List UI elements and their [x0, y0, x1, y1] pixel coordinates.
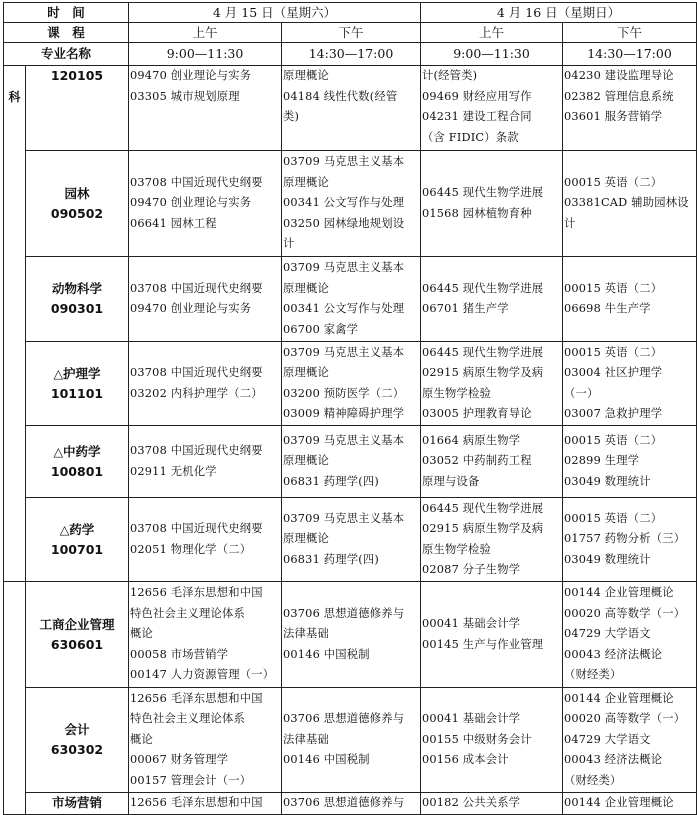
- course-line: 03706 思想道德修养与: [283, 712, 405, 726]
- course-line: 03007 急救护理学: [564, 407, 663, 420]
- course-cell: [282, 426, 421, 498]
- course-line: 03709 马克思主义基本: [283, 345, 405, 359]
- course-cell: [421, 66, 563, 151]
- course-line: 03708 中国近现代史纲要: [130, 444, 263, 457]
- course-line: 概论: [130, 627, 154, 641]
- course-line: 04230 建设监理导论: [564, 69, 674, 82]
- course-line: 03601 服务营销学: [564, 110, 663, 123]
- major-name: △中药学: [53, 443, 101, 459]
- header-row-time: [4, 3, 697, 23]
- course-line: 03708 中国近现代史纲要: [130, 522, 263, 535]
- major-cell: [26, 342, 129, 426]
- table-row: [4, 342, 697, 426]
- level-cell: 科: [4, 66, 26, 582]
- course-line: 03049 数理统计: [564, 552, 651, 566]
- course-line: 03708 中国近现代史纲要: [130, 281, 263, 295]
- course-line: 02382 管理信息系统: [564, 89, 674, 103]
- major-code: 101101: [50, 385, 104, 401]
- course-line: 法律基础: [283, 732, 330, 746]
- course-line: 00144 企业管理概论: [564, 796, 674, 809]
- course-line: 03200 预防医学（二）: [283, 386, 405, 400]
- course-line: 03005 护理教育导论: [422, 407, 532, 420]
- course-cell: [563, 342, 697, 426]
- day2-pm-time: 14:30—17:00: [563, 43, 697, 66]
- day1-am-time: 9:00—11:30: [129, 43, 282, 66]
- course-line: 03052 中药制药工程: [422, 454, 532, 468]
- course-cell: [282, 688, 421, 793]
- day2-date: 4 月 16 日（星期日）: [421, 3, 697, 23]
- course-line: 原理概论: [283, 454, 330, 468]
- day1-am-label: 上午: [129, 23, 282, 43]
- course-cell: [421, 793, 563, 815]
- course-line: 02899 生理学: [564, 454, 640, 468]
- major-name-label: 专业名称: [4, 43, 129, 66]
- course-line: 特色社会主义理论体系: [130, 606, 245, 620]
- course-line: 03202 内科护理学（二）: [130, 386, 263, 400]
- course-line: （财经类）: [564, 668, 622, 682]
- table-row: [4, 426, 697, 498]
- course-line: 00067 财务管理学: [130, 753, 229, 767]
- course-cell: [282, 498, 421, 582]
- course-line: 00144 企业管理概论: [564, 691, 674, 705]
- table-row: [4, 582, 697, 688]
- course-cell: [563, 498, 697, 582]
- header-row-course: [4, 23, 697, 43]
- major-name: 市场营销: [52, 795, 103, 811]
- day1-pm-label: 下午: [282, 23, 421, 43]
- major-cell: [26, 688, 129, 793]
- course-line: 03709 马克思主义基本: [283, 433, 405, 447]
- course-cell: [421, 342, 563, 426]
- course-line: 法律基础: [283, 627, 330, 641]
- course-line: 00020 高等数学（一）: [564, 606, 686, 620]
- course-cell: [563, 257, 697, 342]
- course-line: 原理概论: [283, 281, 330, 295]
- course-line: 06445 现代生物学进展: [422, 281, 544, 295]
- table-row: [4, 257, 697, 342]
- course-line: 06641 园林工程: [130, 216, 217, 230]
- course-line: 03709 马克思主义基本: [283, 261, 405, 274]
- major-name: △护理学: [53, 365, 101, 381]
- course-line: 00341 公文写作与处理: [283, 196, 405, 210]
- course-line: 06831 药理学(四): [283, 474, 379, 488]
- course-cell: [282, 342, 421, 426]
- table-row: [4, 793, 697, 815]
- course-line: 06445 现代生物学进展: [422, 345, 544, 359]
- course-line: 04184 线性代数(经管: [283, 89, 398, 103]
- day1-pm-time: 14:30—17:00: [282, 43, 421, 66]
- course-line: 03250 园林绿地规划设: [283, 216, 405, 230]
- major-name: 园林: [64, 185, 90, 201]
- course-cell: [421, 688, 563, 793]
- course-line: 计: [564, 216, 576, 230]
- course-line: 00015 英语（二）: [564, 511, 663, 525]
- major-code: 090502: [50, 205, 104, 221]
- course-line: 03708 中国近现代史纲要: [130, 175, 263, 189]
- major-cell: [26, 582, 129, 688]
- course-line: 00058 市场营销学: [130, 647, 229, 661]
- course-cell: [563, 793, 697, 815]
- course-cell: [563, 582, 697, 688]
- course-cell: [129, 498, 282, 582]
- course-line: 00015 英语（二）: [564, 281, 663, 295]
- course-line: 00156 成本会计: [422, 753, 509, 767]
- course-line: 12656 毛泽东思想和中国: [130, 796, 263, 809]
- course-cell: [563, 151, 697, 257]
- course-cell: [421, 582, 563, 688]
- major-cell: [26, 66, 129, 151]
- major-cell: [26, 793, 129, 815]
- course-line: 03381CAD 辅助园林设: [564, 196, 689, 210]
- course-line: 06445 现代生物学进展: [422, 501, 544, 515]
- course-line: 计: [283, 237, 295, 251]
- course-cell: [563, 426, 697, 498]
- course-line: 03709 马克思主义基本: [283, 511, 405, 525]
- course-line: 特色社会主义理论体系: [130, 712, 245, 726]
- course-line: 00015 英语（二）: [564, 345, 663, 359]
- day1-date: 4 月 15 日（星期六）: [129, 3, 421, 23]
- major-code: 090301: [50, 301, 104, 316]
- course-line: 00041 基础会计学: [422, 617, 521, 630]
- course-cell: [421, 257, 563, 342]
- course-cell: [282, 582, 421, 688]
- course-line: 03049 数理统计: [564, 474, 651, 488]
- course-line: 00015 英语（二）: [564, 175, 663, 189]
- course-line: （含 FIDIC）条款: [422, 130, 519, 144]
- course-line: 03708 中国近现代史纲要: [130, 366, 263, 379]
- course-cell: [421, 151, 563, 257]
- course-cell: [563, 688, 697, 793]
- course-line: 概论: [130, 732, 154, 746]
- course-cell: [129, 257, 282, 342]
- course-line: 03706 思想道德修养与: [283, 606, 405, 620]
- course-line: 原理概论: [283, 366, 330, 379]
- course-line: 04729 大学语文: [564, 732, 651, 746]
- major-code: 630302: [50, 742, 104, 757]
- header-row-major: [4, 43, 697, 66]
- course-line: 原生物学检验: [422, 386, 491, 400]
- course-line: 06445 现代生物学进展: [422, 186, 544, 199]
- exam-schedule-table: [3, 2, 697, 815]
- course-line: 00043 经济法概论: [564, 753, 663, 767]
- course-line: 03709 马克思主义基本: [283, 155, 405, 169]
- major-cell: [26, 151, 129, 257]
- major-code: 120105: [50, 68, 104, 83]
- course-cell: [129, 582, 282, 688]
- course-line: 03706 思想道德修养与: [283, 796, 405, 809]
- course-cell: [282, 793, 421, 815]
- course-line: 02911 无机化学: [130, 464, 217, 478]
- course-line: 00146 中国税制: [283, 753, 370, 767]
- course-cell: [129, 793, 282, 815]
- course-line: 原理概论: [283, 532, 330, 546]
- table-row: [4, 151, 697, 257]
- table-row: [4, 498, 697, 582]
- course-line: 00341 公文写作与处理: [283, 302, 405, 315]
- major-name: 会计: [64, 722, 90, 737]
- course-line: 00182 公共关系学: [422, 796, 521, 809]
- course-cell: [282, 151, 421, 257]
- course-line: 04729 大学语文: [564, 627, 651, 641]
- course-line: 00041 基础会计学: [422, 712, 521, 726]
- course-line: 01568 园林植物育种: [422, 206, 532, 220]
- course-line: 09470 创业理论与实务: [130, 302, 252, 315]
- course-line: 06698 牛生产学: [564, 302, 651, 315]
- major-code: 100801: [50, 463, 104, 479]
- course-line: 02915 病原生物学及病: [422, 366, 544, 379]
- major-name: 工商企业管理: [39, 616, 115, 632]
- course-line: 00147 人力资源管理（一）: [130, 668, 275, 682]
- major-cell: [26, 498, 129, 582]
- major-code: 100701: [50, 541, 104, 557]
- course-cell: [421, 426, 563, 498]
- course-line: 00020 高等数学（一）: [564, 712, 686, 726]
- course-cell: [129, 342, 282, 426]
- course-cell: [282, 66, 421, 151]
- major-name: △药学: [59, 521, 95, 537]
- course-cell: [129, 66, 282, 151]
- course-line: 02087 分子生物学: [422, 563, 521, 576]
- course-line: 12656 毛泽东思想和中国: [130, 691, 263, 705]
- course-cell: [129, 688, 282, 793]
- table-row: [4, 688, 697, 793]
- course-line: 00157 管理会计（一）: [130, 773, 252, 787]
- major-code: 630601: [50, 636, 104, 652]
- course-line: 02915 病原生物学及病: [422, 522, 544, 535]
- course-line: 00155 中级财务会计: [422, 732, 532, 746]
- major-cell: [26, 426, 129, 498]
- level-cell: [4, 582, 26, 815]
- time-label: 时 间: [4, 3, 129, 23]
- course-line: 09470 创业理论与实务: [130, 69, 252, 82]
- course-line: 01664 病原生物学: [422, 433, 521, 447]
- course-line: 原理概论: [283, 175, 330, 189]
- course-line: （一）: [564, 386, 599, 400]
- course-line: 01757 药物分析（三）: [564, 532, 686, 546]
- course-line: 03009 精神障碍护理学: [283, 407, 405, 420]
- course-line: 原生物学检验: [422, 542, 491, 556]
- course-line: 09470 创业理论与实务: [130, 196, 252, 210]
- course-line: 原理概论: [283, 69, 330, 82]
- course-line: 00146 中国税制: [283, 647, 370, 661]
- day2-pm-label: 下午: [563, 23, 697, 43]
- course-line: 计(经管类): [422, 69, 478, 82]
- course-cell: [563, 66, 697, 151]
- course-line: 00144 企业管理概论: [564, 586, 674, 600]
- course-line: 类): [283, 110, 300, 123]
- course-line: 00145 生产与作业管理: [422, 637, 544, 651]
- course-cell: [421, 498, 563, 582]
- course-label: 课 程: [4, 23, 129, 43]
- course-line: 09469 财经应用写作: [422, 89, 532, 103]
- course-cell: [129, 426, 282, 498]
- course-line: 04231 建设工程合同: [422, 110, 532, 123]
- course-line: 03004 社区护理学: [564, 366, 663, 379]
- course-line: 原理与设备: [422, 474, 480, 488]
- day2-am-time: 9:00—11:30: [421, 43, 563, 66]
- course-line: 06700 家禽学: [283, 322, 359, 336]
- course-cell: [282, 257, 421, 342]
- course-line: 02051 物理化学（二）: [130, 542, 252, 556]
- course-line: 12656 毛泽东思想和中国: [130, 586, 263, 600]
- course-line: 00043 经济法概论: [564, 647, 663, 661]
- major-name: 动物科学: [52, 281, 103, 296]
- course-line: 06701 猪生产学: [422, 302, 509, 315]
- course-line: 06831 药理学(四): [283, 552, 379, 566]
- course-line: 03305 城市规划原理: [130, 89, 240, 103]
- course-cell: [129, 151, 282, 257]
- course-line: （财经类）: [564, 773, 622, 787]
- major-cell: [26, 257, 129, 342]
- course-line: 00015 英语（二）: [564, 433, 663, 447]
- table-row: [4, 66, 697, 151]
- day2-am-label: 上午: [421, 23, 563, 43]
